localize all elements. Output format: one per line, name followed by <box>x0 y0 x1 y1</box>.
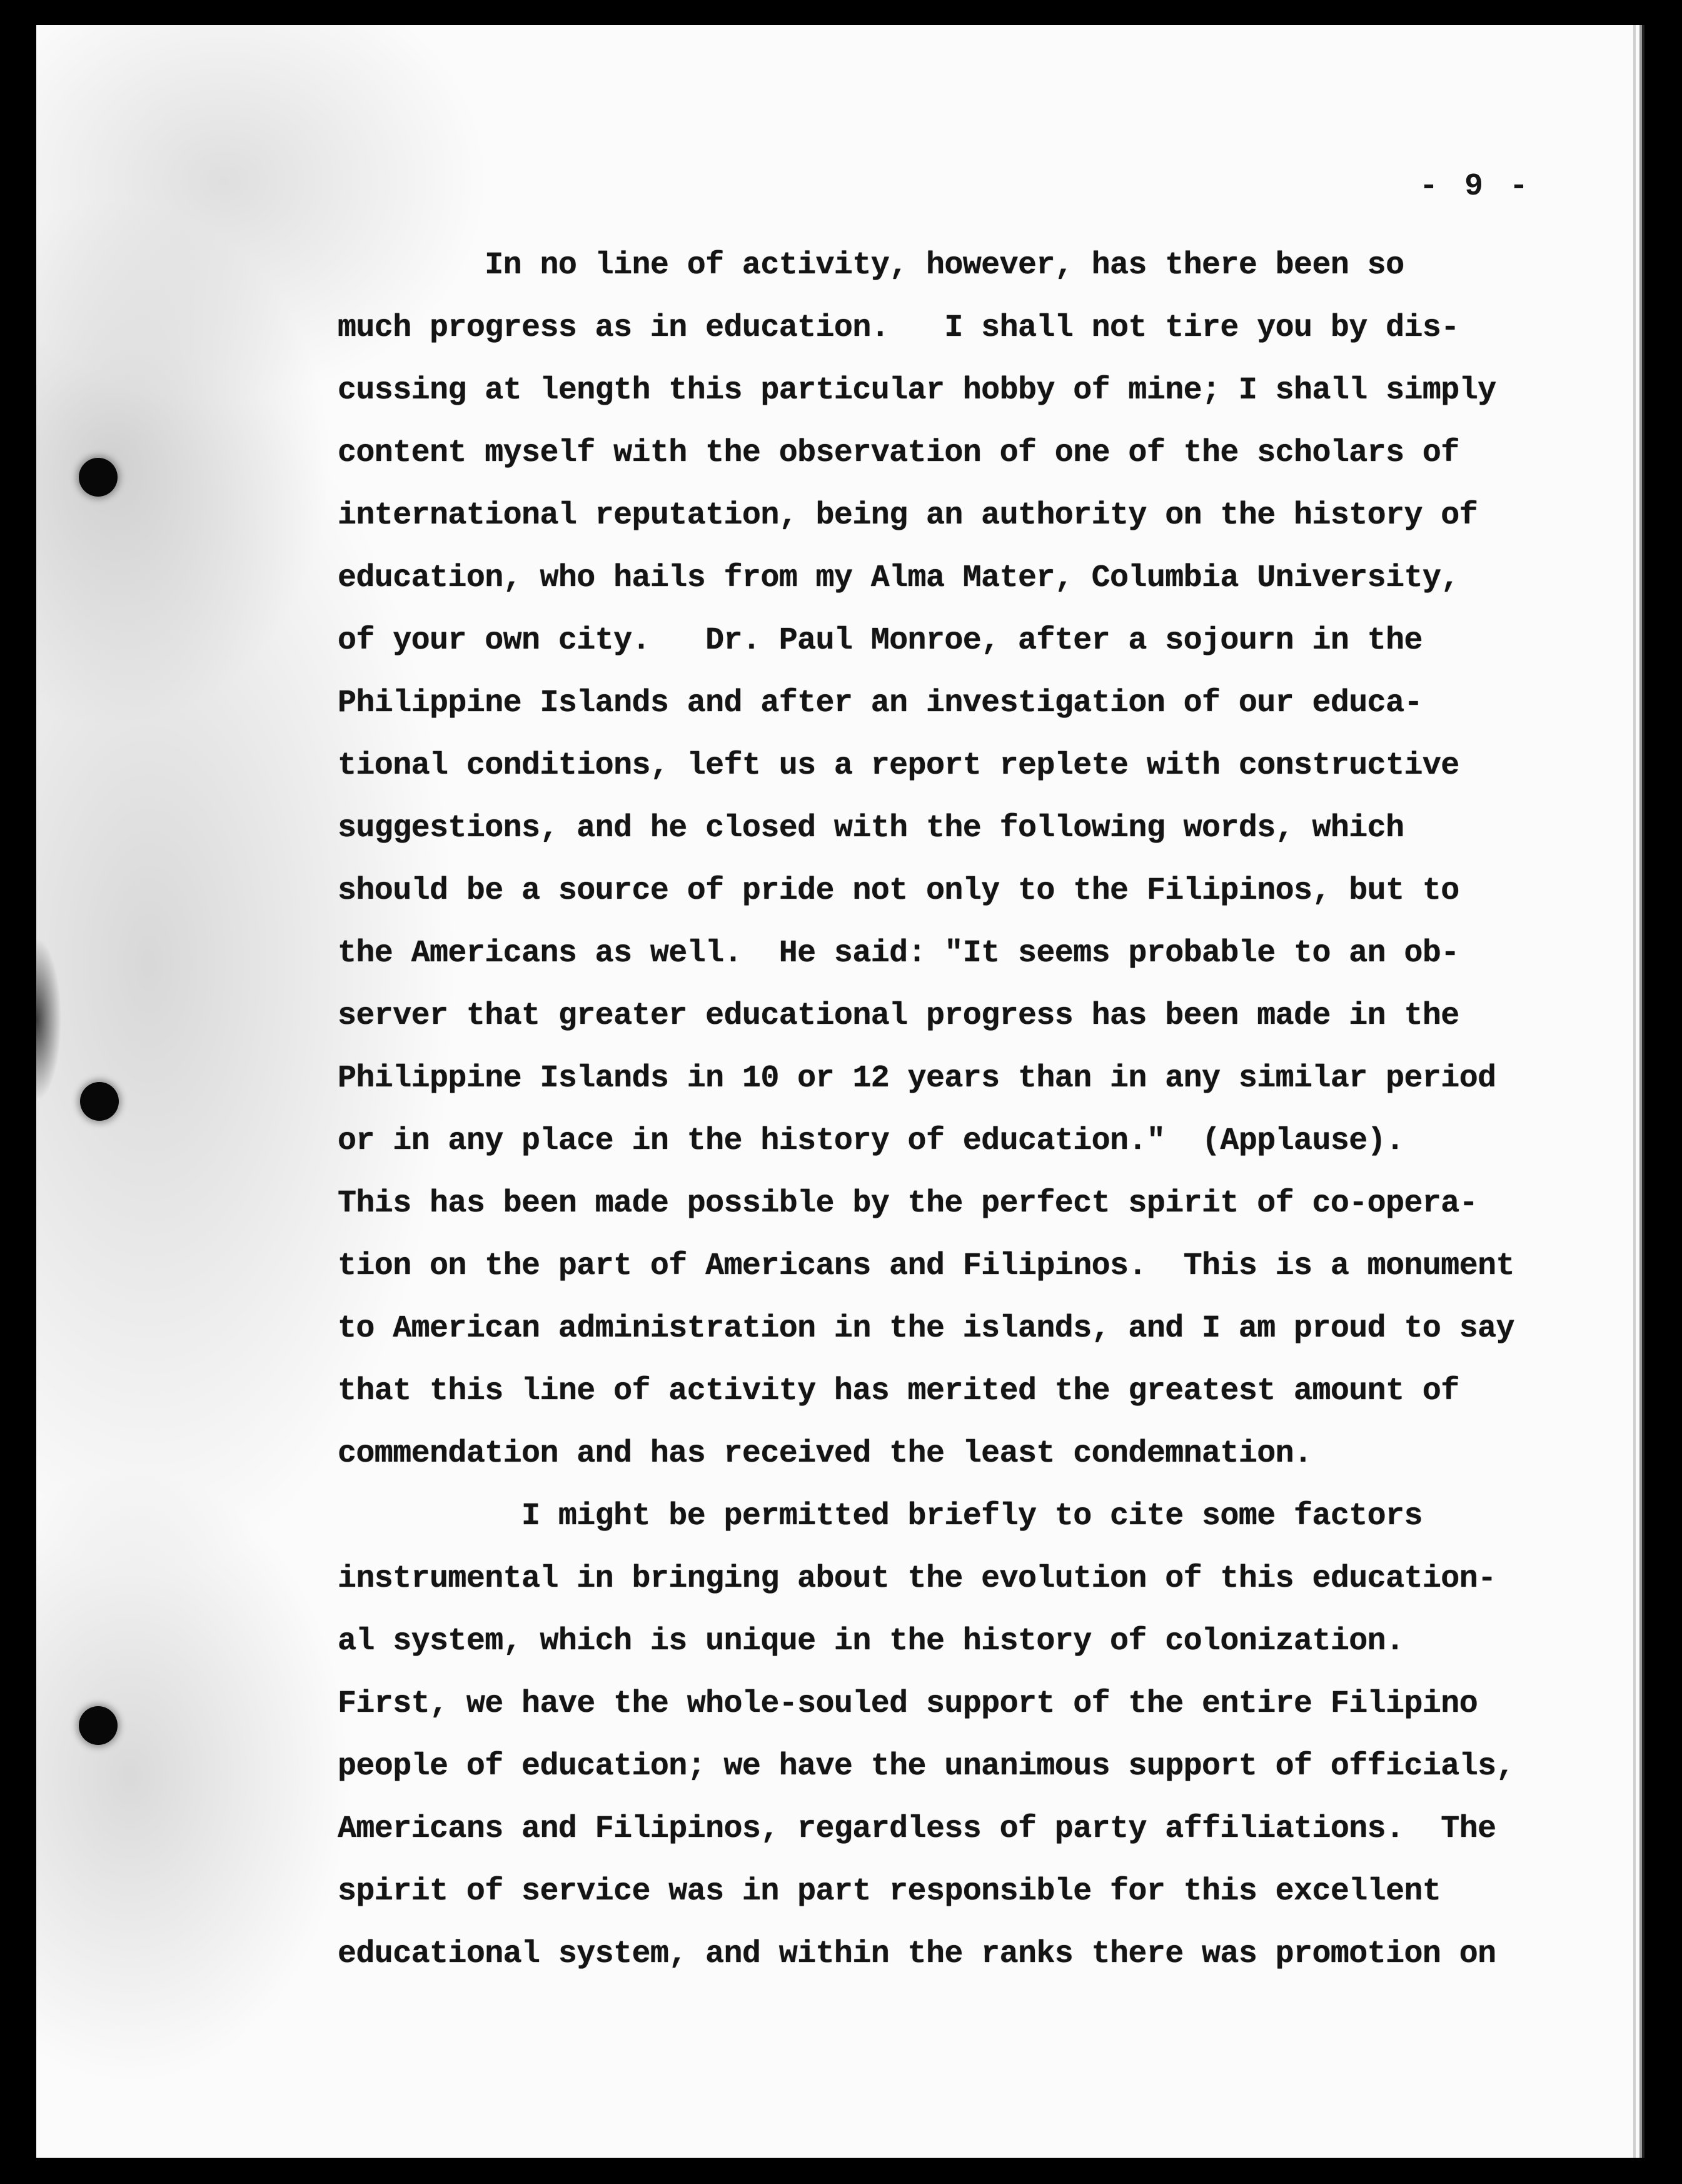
page-stack-edge <box>1639 25 1642 2158</box>
text-line: people of education; we have the unanimous support of officials, <box>338 1749 1514 1784</box>
text-line: international reputation, being an authority on the history of <box>338 498 1478 533</box>
text-line: education, who hails from my Alma Mater, Columbia University, <box>338 560 1459 596</box>
text-line: much progress as in education. I shall not tire you by dis- <box>338 310 1459 346</box>
text-line: Americans and Filipinos, regardless of party affiliations. The <box>338 1811 1496 1847</box>
text-line: al system, which is unique in the history of colonization. <box>338 1624 1404 1659</box>
text-line: server that greater educational progress has been made in the <box>338 998 1459 1034</box>
text-line: tion on the part of Americans and Filipinos. This is a monument <box>338 1248 1514 1284</box>
text-line: This has been made possible by the perfect spirit of co-opera- <box>338 1186 1478 1221</box>
text-line: or in any place in the history of education." (Applause). <box>338 1123 1404 1159</box>
text-line: Philippine Islands and after an investigation of our educa- <box>338 685 1423 721</box>
page-number: - 9 - <box>1419 169 1533 205</box>
edge-shadow <box>36 938 61 1101</box>
punch-hole <box>79 1706 118 1745</box>
punch-hole <box>80 1082 119 1121</box>
text-line: should be a source of pride not only to the Filipinos, but to <box>338 873 1459 909</box>
text-line: to American administration in the islands, and I am proud to say <box>338 1311 1514 1347</box>
punch-hole <box>79 458 118 497</box>
typed-text-body <box>338 235 1582 1986</box>
text-line: First, we have the whole-souled support of the entire Filipino <box>338 1686 1478 1722</box>
page-stack-edge <box>1633 25 1636 2158</box>
text-line: I might be permitted briefly to cite some factors <box>338 1499 1423 1534</box>
text-line: cussing at length this particular hobby of mine; I shall simply <box>338 373 1496 408</box>
text-line: that this line of activity has merited the greatest amount of <box>338 1373 1459 1409</box>
text-line: spirit of service was in part responsible for this excellent <box>338 1874 1441 1909</box>
text-line: of your own city. Dr. Paul Monroe, after a sojourn in the <box>338 623 1423 659</box>
text-line: commendation and has received the least condemnation. <box>338 1436 1312 1472</box>
text-line: instrumental in bringing about the evolution of this education- <box>338 1561 1496 1597</box>
text-line: educational system, and within the ranks there was promotion on <box>338 1936 1496 1972</box>
text-line: tional conditions, left us a report replete with constructive <box>338 748 1459 784</box>
text-line: suggestions, and he closed with the following words, which <box>338 811 1404 846</box>
text-line: In no line of activity, however, has there been so <box>338 248 1404 283</box>
text-line: content myself with the observation of one of the scholars of <box>338 435 1459 471</box>
text-line: the Americans as well. He said: "It seems probable to an ob- <box>338 936 1459 971</box>
text-line: Philippine Islands in 10 or 12 years than in any similar period <box>338 1061 1496 1096</box>
